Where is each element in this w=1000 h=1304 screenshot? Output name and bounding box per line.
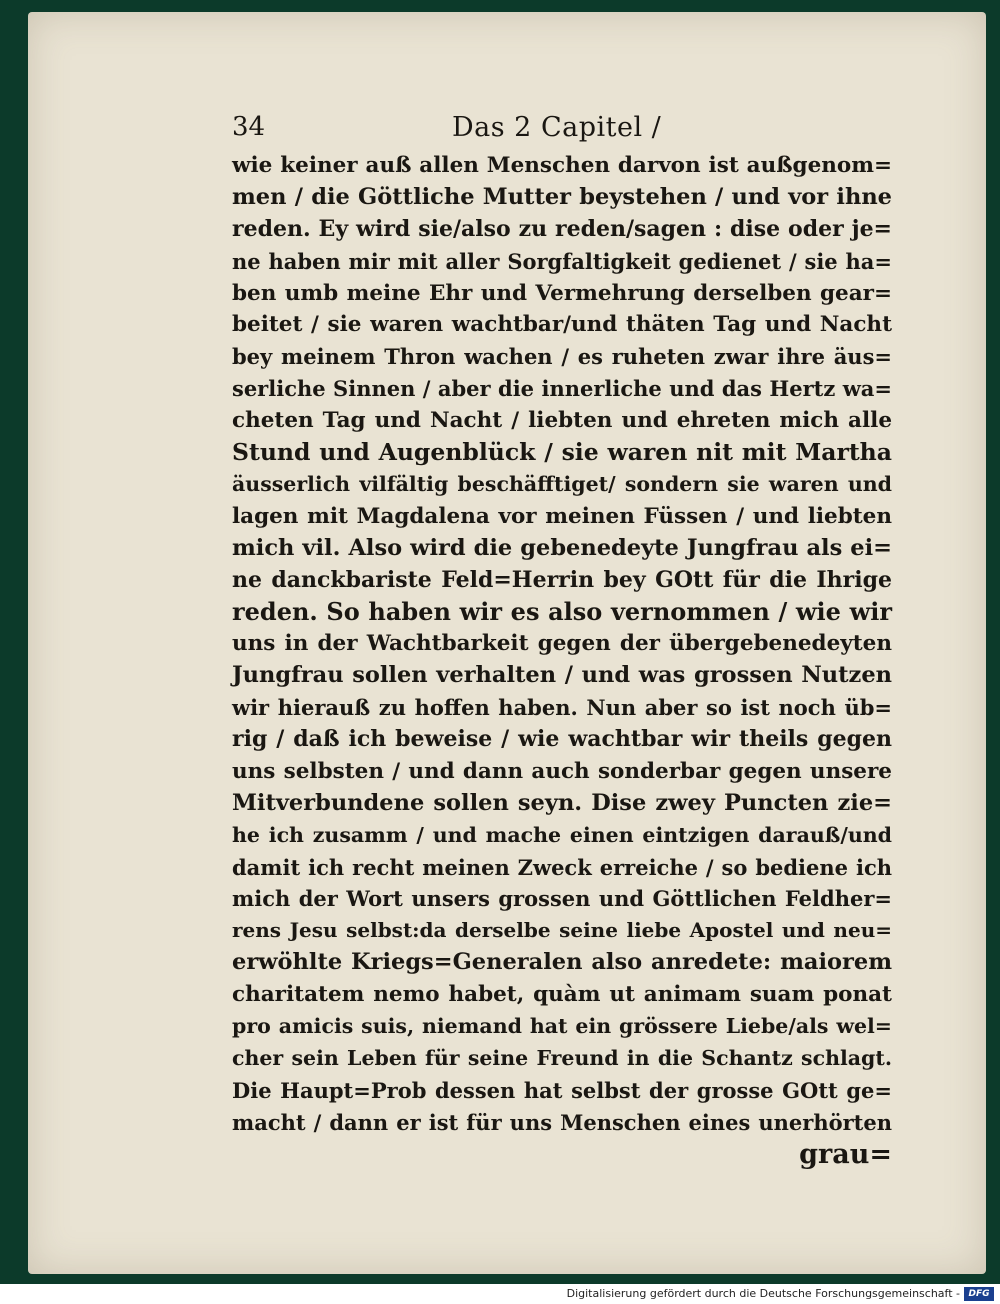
text-line: men / die Göttliche Mutter beystehen / und vor ihne xyxy=(232,183,892,210)
text-line: Stund und Augenblück / sie waren nit mit Martha xyxy=(232,438,892,467)
text-line: macht / dann er ist für uns Menschen eines unerhörten xyxy=(232,1109,892,1135)
text-line: erwöhlte Kriegs=Generalen also anredete: maiorem xyxy=(232,949,892,976)
text-line: wir hierauß zu hoffen haben. Nun aber so ist noch üb= xyxy=(232,695,892,721)
text-line: ne haben mir mit aller Sorgfaltigkeit gedienet / sie ha= xyxy=(232,248,892,274)
text-line: reden. So haben wir es also vernommen / wie wir xyxy=(232,597,892,627)
page-header xyxy=(232,108,892,150)
text-line: he ich zusamm / und mache einen eintzigen darauß/und xyxy=(232,822,892,847)
text-line: Jungfrau sollen verhalten / und was grossen Nutzen xyxy=(232,662,892,689)
footer-bar xyxy=(0,1284,1000,1304)
text-line: reden. Ey wird sie/also zu reden/sagen : dise oder je= xyxy=(232,215,892,242)
text-line: uns in der Wachtbarkeit gegen der übergebenedeyten xyxy=(232,631,892,657)
text-line: damit ich recht meinen Zweck erreiche / so bediene ich xyxy=(232,854,892,880)
text-line: bey meinem Thron wachen / es ruheten zwar ihre äus= xyxy=(232,344,892,370)
funding-credit: Digitalisierung gefördert durch die Deutsche Forschungsgemeinschaft - xyxy=(566,1287,960,1300)
text-line: rig / daß ich beweise / wie wachtbar wir theils gegen xyxy=(232,726,892,753)
text-line: Die Haupt=Prob dessen hat selbst der grosse GOtt ge= xyxy=(232,1077,892,1103)
text-line: mich vil. Also wird die gebenedeyte Jungfrau als ei= xyxy=(232,534,892,561)
text-line: uns selbsten / und dann auch sonderbar gegen unsere xyxy=(232,758,892,784)
text-line: äusserlich vilfältig beschäfftiget/ sondern sie waren und xyxy=(232,471,892,496)
page-text-block xyxy=(232,108,892,1171)
text-line: cheten Tag und Nacht / liebten und ehreten mich alle xyxy=(232,408,892,434)
text-line: wie keiner auß allen Menschen darvon ist außgenom= xyxy=(232,153,892,178)
text-line: mich der Wort unsers grossen und Göttlichen Feldher= xyxy=(232,886,892,912)
text-line: rens Jesu selbst:da derselbe seine liebe Apostel und neu= xyxy=(232,918,892,943)
text-line: charitatem nemo habet, quàm ut animam suam ponat xyxy=(232,982,892,1008)
running-head: Das 2 Capitel / xyxy=(452,112,662,143)
text-line: ne danckbariste Feld=Herrin bey GOtt für die Ihrige xyxy=(232,566,892,593)
text-line: ben umb meine Ehr und Vermehrung derselben gear= xyxy=(232,280,892,306)
page-number: 34 xyxy=(232,112,266,142)
catchword: grau= xyxy=(799,1138,892,1170)
text-line: beitet / sie waren wachtbar/und thäten Tag und Nacht xyxy=(232,312,892,338)
text-line: Mitverbundene sollen seyn. Dise zwey Puncten zie= xyxy=(232,789,892,816)
text-line: cher sein Leben für seine Freund in die Schantz schlagt. xyxy=(232,1045,892,1070)
text-line: lagen mit Magdalena vor meinen Füssen / und liebten xyxy=(232,503,892,529)
text-line: serliche Sinnen / aber die innerliche und das Hertz wa= xyxy=(232,376,892,402)
dfg-logo-icon: DFG xyxy=(964,1287,994,1301)
text-line: pro amicis suis, niemand hat ein grössere Liebe/als wel= xyxy=(232,1014,892,1039)
